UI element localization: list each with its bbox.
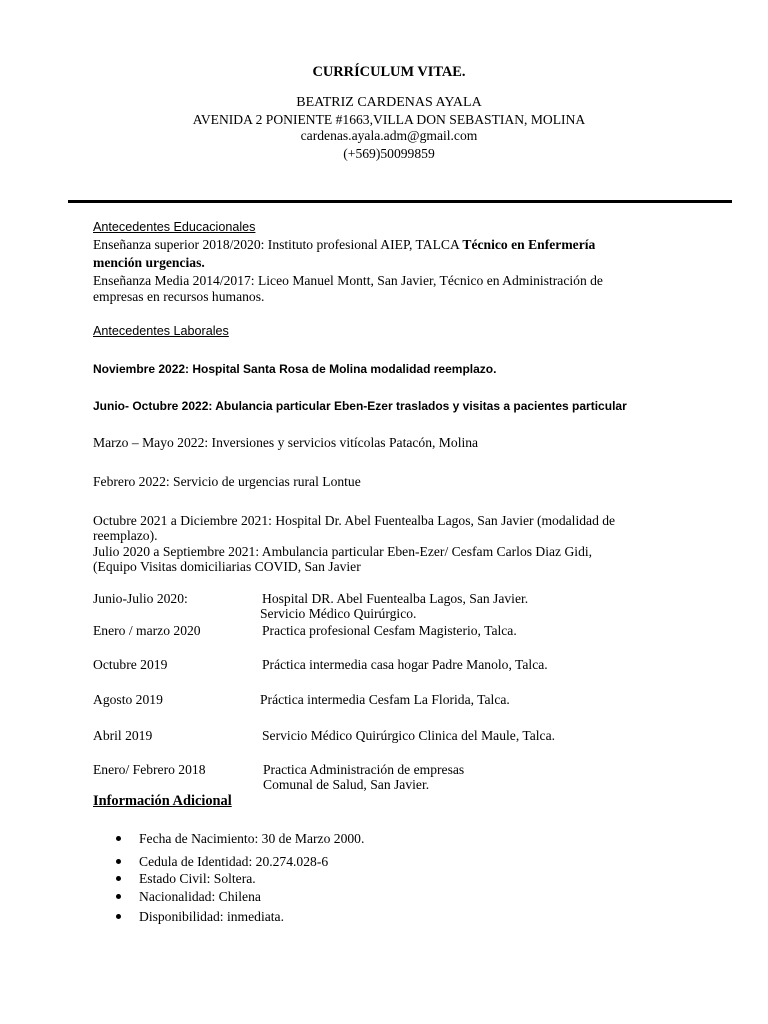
phone: (+569)50099859 <box>343 146 435 161</box>
job-item-cont: reemplazo). <box>93 528 158 543</box>
bullet-icon <box>116 836 121 841</box>
list-item <box>114 853 364 870</box>
job-date: Agosto 2019 <box>93 692 163 707</box>
job-date: Enero/ Febrero 2018 <box>93 762 206 777</box>
job-desc-cont: Comunal de Salud, San Javier. <box>263 777 430 792</box>
address: AVENIDA 2 PONIENTE #1663,VILLA DON SEBASTIAN, MOLINA <box>192 112 586 127</box>
job-desc: Práctica intermedia casa hogar Padre Manolo, Talca. <box>262 657 548 672</box>
nationality: Nacionalidad: Chilena <box>139 889 261 904</box>
bullet-icon <box>116 859 121 864</box>
job-desc: Servicio Médico Quirúrgico Clinica del Maule, Talca. <box>262 728 555 743</box>
email: cardenas.ayala.adm@gmail.com <box>300 128 478 143</box>
education-heading: Antecedentes Educacionales <box>93 220 256 234</box>
job-date: Junio-Julio 2020: <box>93 591 188 606</box>
list-item <box>114 830 364 847</box>
job-item: Marzo – Mayo 2022: Inversiones y servicios vitícolas Patacón, Molina <box>93 435 479 450</box>
education-media-line2: empresas en recursos humanos. <box>93 289 265 304</box>
job-item-cont: (Equipo Visitas domiciliarias COVID, San Javier <box>93 559 361 574</box>
full-name: BEATRIZ CARDENAS AYALA <box>296 95 482 110</box>
job-item: Febrero 2022: Servicio de urgencias rural Lontue <box>93 474 361 489</box>
bullet-icon <box>116 914 121 919</box>
id-number: Cedula de Identidad: 20.274.028-6 <box>139 854 329 869</box>
civil-status: Estado Civil: Soltera. <box>139 871 256 886</box>
job-item: Junio- Octubre 2022: Abulancia particular Eben-Ezer traslados y visitas a pacientes particular <box>93 399 627 413</box>
job-desc-cont: Servicio Médico Quirúrgico. <box>260 606 417 621</box>
job-item: Julio 2020 a Septiembre 2021: Ambulancia particular Eben-Ezer/ Cesfam Carlos Diaz Gidi, <box>93 544 593 559</box>
job-date: Enero / marzo 2020 <box>93 623 201 638</box>
education-superior-text: Enseñanza superior 2018/2020: Instituto profesional AIEP, TALCA <box>93 237 463 252</box>
education-superior-degree: Técnico en Enfermería <box>462 237 596 252</box>
additional-heading: Información Adicional <box>93 793 232 809</box>
job-item: Noviembre 2022: Hospital Santa Rosa de Molina modalidad reemplazo. <box>93 362 497 376</box>
job-date: Abril 2019 <box>93 728 153 743</box>
list-item <box>114 870 364 887</box>
education-superior <box>93 237 595 253</box>
education-media-line1: Enseñanza Media 2014/2017: Liceo Manuel Montt, San Javier, Técnico en Administración de <box>93 273 603 288</box>
bullet-icon <box>116 876 121 881</box>
job-desc: Práctica intermedia Cesfam La Florida, Talca. <box>260 692 510 707</box>
job-item: Octubre 2021 a Diciembre 2021: Hospital Dr. Abel Fuentealba Lagos, San Javier (modalidad de <box>93 513 616 528</box>
job-desc: Hospital DR. Abel Fuentealba Lagos, San Javier. <box>262 591 529 606</box>
header-divider <box>68 200 732 203</box>
job-date: Octubre 2019 <box>93 657 168 672</box>
list-item <box>114 908 364 925</box>
bullet-icon <box>116 894 121 899</box>
education-superior-degree-cont: mención urgencias. <box>93 255 205 270</box>
availability: Disponibilidad: inmediata. <box>139 909 284 924</box>
job-desc: Practica Administración de empresas <box>263 762 465 777</box>
document-title: CURRÍCULUM VITAE. <box>312 64 466 80</box>
additional-list <box>114 830 364 925</box>
birth-date: Fecha de Nacimiento: 30 de Marzo 2000. <box>139 831 365 846</box>
work-heading: Antecedentes Laborales <box>93 324 229 338</box>
list-item <box>114 888 364 905</box>
job-desc: Practica profesional Cesfam Magisterio, Talca. <box>262 623 517 638</box>
